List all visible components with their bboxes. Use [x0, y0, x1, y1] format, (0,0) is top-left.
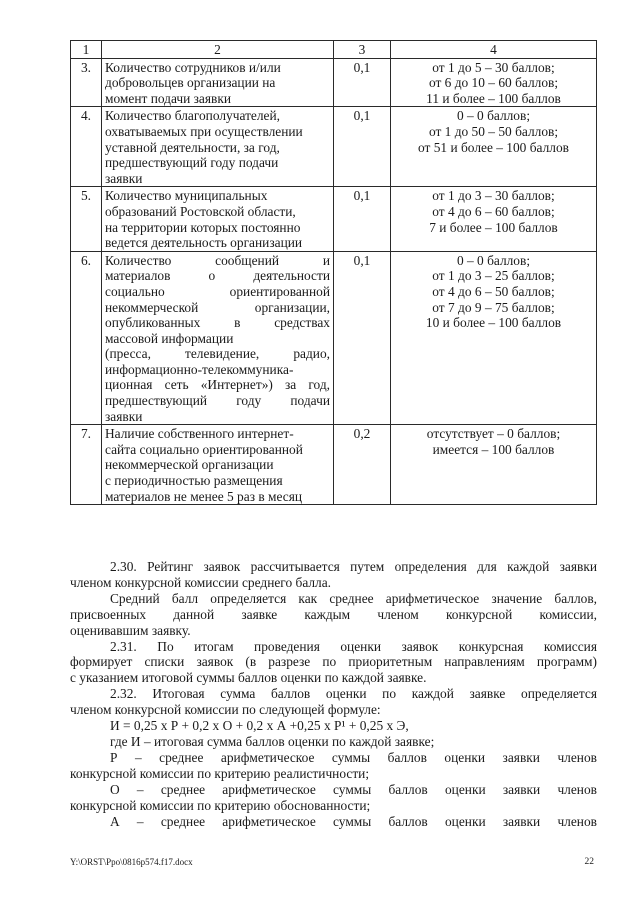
score-line: отсутствует – 0 баллов;: [426, 426, 561, 442]
table-row: [71, 251, 597, 425]
table-header-row: [71, 41, 597, 59]
paragraph-2-31: [70, 639, 597, 687]
criterion-line: охватываемых при осуществлении: [105, 123, 303, 139]
criterion-name: [102, 58, 334, 107]
criterion-line: некоммерческой организации: [105, 457, 274, 473]
paragraph-line: с указанием итоговой суммы баллов оценки по каждой заявке.: [70, 670, 427, 686]
criterion-line: заявки: [105, 408, 143, 424]
row-number: 4.: [71, 107, 102, 187]
paragraph-criterion-a: [70, 814, 597, 830]
paragraph-line: членом конкурсной комиссии среднего балла.: [70, 574, 332, 590]
criterion-line: материалов не менее 5 раз в месяц: [105, 488, 303, 504]
criterion-weight: 0,1: [334, 251, 391, 425]
criterion-line: заявки: [105, 170, 143, 186]
criterion-weight: 0,1: [334, 187, 391, 251]
score-line: от 1 до 50 – 50 баллов;: [428, 123, 559, 139]
score-line: 7 и более – 100 баллов: [429, 219, 558, 235]
table-row: [71, 187, 597, 251]
paragraph-line: формирует списки заявок (в разрезе по приоритетным направлениям программ): [70, 654, 597, 670]
criterion-weight: 0,1: [334, 58, 391, 107]
paragraph-line: конкурсной комиссии по критерию реалистичности;: [70, 765, 370, 781]
score-line: имеется – 100 баллов: [432, 441, 555, 457]
criterion-line: сайта социально ориентированной: [105, 441, 303, 457]
criterion-score: [391, 107, 597, 187]
paragraph-criterion-o: [70, 782, 597, 814]
criterion-line: Наличие собственного интернет-: [105, 426, 294, 442]
criterion-line: момент подачи заявки: [105, 90, 232, 106]
score-line: от 6 до 10 – 60 баллов;: [428, 75, 559, 91]
score-line: от 1 до 5 – 30 баллов;: [432, 59, 555, 75]
criterion-line: добровольцев организации на: [105, 75, 276, 91]
paragraph-line: Средний балл определяется как среднее арифметическое значение баллов,: [110, 590, 597, 606]
footer-page-number: 22: [584, 857, 594, 867]
criterion-name: [102, 251, 334, 425]
criterion-line: ведется деятельность организации: [105, 235, 303, 251]
header-cell-4: 4: [391, 41, 597, 59]
criterion-line: предшествующий году подачи: [105, 155, 279, 171]
criterion-weight: 0,2: [334, 425, 391, 505]
score-line: 0 – 0 баллов;: [456, 252, 531, 268]
score-line: от 1 до 3 – 30 баллов;: [432, 188, 555, 204]
criterion-line: массовой информации: [105, 330, 234, 346]
criterion-name: [102, 187, 334, 251]
paragraph-line: присвоенных данной заявке каждым членом конкурсной комиссии,: [70, 606, 597, 622]
criterion-name: [102, 425, 334, 505]
paragraph-average-score: [70, 591, 597, 639]
formula-where: где И – итоговая сумма баллов оценки по каждой заявке;: [110, 733, 435, 749]
score-line: от 4 до 6 – 50 баллов;: [432, 283, 555, 299]
criterion-score: [391, 187, 597, 251]
criterion-line: некоммерческой организации,: [105, 299, 330, 315]
row-number: 6.: [71, 251, 102, 425]
criterion-weight: 0,1: [334, 107, 391, 187]
score-line: от 7 до 9 – 75 баллов;: [432, 299, 555, 315]
header-cell-2: 2: [102, 41, 334, 59]
header-cell-1: 1: [71, 41, 102, 59]
criteria-table: [70, 40, 597, 505]
score-line: 10 и более – 100 баллов: [425, 315, 562, 331]
score-line: 11 и более – 100 баллов: [426, 90, 561, 106]
document-body: [70, 559, 597, 829]
paragraph-line: конкурсной комиссии по критерию обоснованности;: [70, 797, 371, 813]
criterion-line: на территории которых постоянно: [105, 219, 301, 235]
paragraph-2-30: [70, 559, 597, 591]
row-number: 5.: [71, 187, 102, 251]
criterion-line: информационно-телекоммуника-: [105, 361, 294, 377]
criterion-name: [102, 107, 334, 187]
criterion-line: образований Ростовской области,: [105, 203, 296, 219]
criterion-line: уставной деятельности, за год,: [105, 139, 280, 155]
table-row: [71, 58, 597, 107]
row-number: 3.: [71, 58, 102, 107]
formula: И = 0,25 х Р + 0,2 х О + 0,2 х А +0,25 х Р¹ + 0,25 х Э,: [110, 718, 409, 734]
criterion-line: предшествующий году подачи: [105, 393, 330, 409]
paragraph-2-32: [70, 686, 597, 718]
score-line: от 51 и более – 100 баллов: [418, 139, 569, 155]
score-line: 0 – 0 баллов;: [456, 108, 531, 124]
paragraph-criterion-r: [70, 750, 597, 782]
paragraph-line: О – среднее арифметическое суммы баллов оценки заявки членов: [110, 781, 597, 797]
paragraph-line: А – среднее арифметическое суммы баллов оценки заявки членов: [110, 813, 597, 829]
row-number: 7.: [71, 425, 102, 505]
criterion-line: материалов о деятельности: [105, 268, 330, 284]
criterion-line: Количество сообщений и: [105, 252, 330, 268]
criterion-line: ционная сеть «Интернет») за год,: [105, 377, 330, 393]
criterion-line: Количество благополучателей,: [105, 108, 280, 124]
score-line: от 1 до 3 – 25 баллов;: [432, 268, 555, 284]
criterion-score: [391, 425, 597, 505]
paragraph-line: Р – среднее арифметическое суммы баллов оценки заявки членов: [110, 749, 597, 765]
criterion-line: с периодичностью размещения: [105, 473, 283, 489]
paragraph-line: 2.32. Итоговая сумма баллов оценки по каждой заявке определяется: [110, 686, 597, 702]
criterion-line: опубликованных в средствах: [105, 315, 330, 331]
criterion-score: [391, 251, 597, 425]
criterion-line: (пресса, телевидение, радио,: [105, 346, 330, 362]
header-cell-3: 3: [334, 41, 391, 59]
paragraph-line: 2.31. По итогам проведения оценки заявок конкурсная комиссия: [110, 638, 597, 654]
footer-file-path: Y:\ORST\Ppo\0816p574.f17.docx: [70, 857, 193, 867]
table-row: [71, 425, 597, 505]
score-line: от 4 до 6 – 60 баллов;: [432, 203, 555, 219]
criterion-line: Количество муниципальных: [105, 188, 268, 204]
criterion-line: социально ориентированной: [105, 283, 330, 299]
criterion-score: [391, 58, 597, 107]
paragraph-line: 2.30. Рейтинг заявок рассчитывается путем определения для каждой заявки: [110, 559, 597, 574]
table-row: [71, 107, 597, 187]
paragraph-line: оценивавшим заявку.: [70, 622, 191, 638]
criterion-line: Количество сотрудников и/или: [105, 59, 281, 75]
paragraph-line: членом конкурсной комиссии по следующей формуле:: [70, 702, 381, 718]
